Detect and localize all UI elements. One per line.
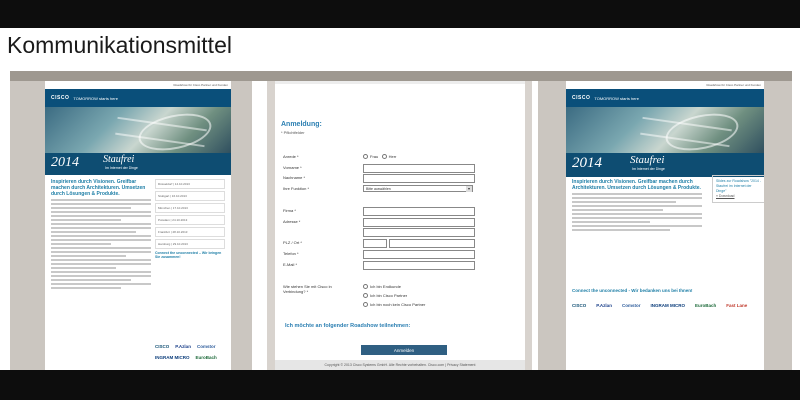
slides-callout xyxy=(712,175,764,203)
email-header xyxy=(45,89,231,107)
date-item[interactable]: Frankfurt | 28.10.2013 xyxy=(155,227,225,237)
registration-form xyxy=(275,81,525,370)
adresse-input-2[interactable] xyxy=(363,228,475,237)
vorname-input[interactable] xyxy=(363,164,475,173)
option-partner-label: Ich bin Cisco Partner xyxy=(370,293,408,298)
cisco-logo: CISCO xyxy=(572,95,591,101)
firma-label: Firma * xyxy=(283,208,296,213)
newsletter-email-right xyxy=(566,81,764,370)
middle-screenshot-panel xyxy=(267,81,532,370)
option-endkunde-label: Ich bin Endkunde xyxy=(370,284,401,289)
anrede-label: Anrede * xyxy=(283,154,299,159)
anrede-radios xyxy=(363,154,396,159)
eurobach-logo: EuroBach xyxy=(195,355,217,360)
brand-year: 2014 xyxy=(51,155,79,170)
funktion-label: Ihre Funktion * xyxy=(283,186,310,191)
email-input[interactable] xyxy=(363,261,475,270)
partner-logos xyxy=(155,344,227,360)
azlan-logo: P.Azlan xyxy=(175,344,191,349)
radio-endkunde[interactable] xyxy=(363,284,368,289)
chevron-down-icon: ▾ xyxy=(467,186,470,191)
right-screenshot-panel xyxy=(538,81,792,370)
newsletter-email-left xyxy=(45,81,231,370)
ingram-micro-logo: INGRAM MICRO xyxy=(155,355,190,360)
roadshow-prompt: Ich möchte an folgender Roadshow teilnehmen: xyxy=(285,323,411,329)
date-item[interactable]: München | 17.10.2013 xyxy=(155,203,225,213)
date-item[interactable]: Potsdam | 24.10.2013 xyxy=(155,215,225,225)
email-topline: Roadshow für Cisco Partner und Kunden xyxy=(173,83,228,87)
cisco-partner-logo: CISCO xyxy=(155,344,170,349)
ort-input[interactable] xyxy=(389,239,475,248)
option-partner[interactable] xyxy=(363,293,407,298)
download-link[interactable]: » Download xyxy=(716,194,735,198)
form-footer: Copyright © 2013 Cisco Systems GmbH. Alle Rechte vorbehalten. Cisco.com | Privacy Statement xyxy=(275,360,525,370)
email-header xyxy=(566,89,764,107)
presentation-slide xyxy=(0,28,800,370)
firma-input[interactable] xyxy=(363,207,475,216)
verbindung-label: Wie stehen Sie mit Cisco in Verbindung? * xyxy=(283,284,332,294)
plz-label: PLZ / Ort * xyxy=(283,240,302,245)
email-tagline: TOMORROW starts here xyxy=(594,95,639,101)
option-kein-partner[interactable] xyxy=(363,302,425,307)
title-underline-band xyxy=(10,71,792,81)
hero-image xyxy=(566,107,764,153)
brand-headline: Staufrei xyxy=(630,154,665,166)
hero-image xyxy=(45,107,231,153)
option-kein-partner-label: Ich bin noch kein Cisco Partner xyxy=(370,302,426,307)
radio-partner[interactable] xyxy=(363,293,368,298)
radio-frau[interactable] xyxy=(363,154,368,159)
form-top-bar xyxy=(275,81,525,84)
fastlane-logo: Fast Lane xyxy=(726,303,748,308)
telefon-label: Telefon * xyxy=(283,251,299,256)
email-topline: Roadshow für Cisco Partner und Kunden xyxy=(706,83,761,87)
date-item[interactable]: Hamburg | 29.10.2013 xyxy=(155,239,225,249)
radio-herr-label: Herr xyxy=(388,154,397,159)
cisco-partner-logo: CISCO xyxy=(572,303,587,308)
left-screenshot-panel xyxy=(10,81,252,370)
radio-kein-partner[interactable] xyxy=(363,302,368,307)
required-note: * Pflichtfelder xyxy=(281,130,305,135)
radio-frau-label: Frau xyxy=(370,154,379,159)
comstor-logo: Comstor xyxy=(621,303,641,308)
intro-headline: Inspirieren durch Visionen. Greifbar machen durch Architekturen. Umsetzen durch Lösungen & Produkte. xyxy=(572,179,701,191)
bottom-letterbox xyxy=(0,370,800,400)
body-text-lines xyxy=(572,193,702,231)
adresse-input[interactable] xyxy=(363,218,475,227)
submit-button[interactable]: Anmelden xyxy=(361,345,447,355)
email-sidebar-dates xyxy=(155,179,225,259)
vorname-label: Vorname * xyxy=(283,165,302,170)
connect-note: Connect the unconnected – Wir bringen Sie zusammen! xyxy=(155,251,222,259)
form-title: Anmeldung: xyxy=(281,121,322,128)
ingram-micro-logo: INGRAM MICRO xyxy=(650,303,685,308)
brand-subline: Im Internet der Dinge xyxy=(632,167,665,171)
date-item[interactable]: Stuttgart | 16.10.2013 xyxy=(155,191,225,201)
brand-band xyxy=(566,153,764,177)
telefon-input[interactable] xyxy=(363,250,475,259)
email-label: E-Mail * xyxy=(283,262,298,267)
nachname-input[interactable] xyxy=(363,174,475,183)
slide-title: Kommunikationsmittel xyxy=(7,32,232,58)
brand-band xyxy=(45,153,231,175)
date-item[interactable]: Düsseldorf | 14.10.2013 xyxy=(155,179,225,189)
plz-input[interactable] xyxy=(363,239,387,248)
nachname-label: Nachname * xyxy=(283,175,306,180)
brand-headline: Staufrei xyxy=(103,154,135,165)
radio-herr[interactable] xyxy=(382,154,387,159)
email-tagline: TOMORROW starts here xyxy=(73,95,118,101)
callout-text: Slides zur Roadshow "2014 - Staufrei im Internet der Dinge" xyxy=(716,179,762,193)
intro-headline: Inspirieren durch Visionen. Greifbar machen durch Architekturen. Umsetzen durch Lösungen & Produkte. xyxy=(51,179,146,197)
cisco-logo: CISCO xyxy=(51,95,70,101)
email-body-right xyxy=(572,179,702,233)
funktion-select-value: Bitte auswählen xyxy=(366,187,391,191)
brand-subline: Im Internet der Dinge xyxy=(105,166,138,170)
azlan-logo: P.Azlan xyxy=(596,303,612,308)
funktion-select[interactable] xyxy=(363,185,473,192)
comstor-logo: Comstor xyxy=(196,344,216,349)
body-text-lines xyxy=(51,199,151,289)
partner-logos xyxy=(572,303,758,308)
adresse-label: Adresse * xyxy=(283,219,301,224)
email-body-left xyxy=(51,179,151,291)
eurobach-logo: EuroBach xyxy=(694,303,717,308)
connect-thanks: Connect the unconnected - Wir bedanken uns bei Ihnen! xyxy=(572,288,693,293)
brand-year: 2014 xyxy=(572,155,602,171)
option-endkunde[interactable] xyxy=(363,284,401,289)
